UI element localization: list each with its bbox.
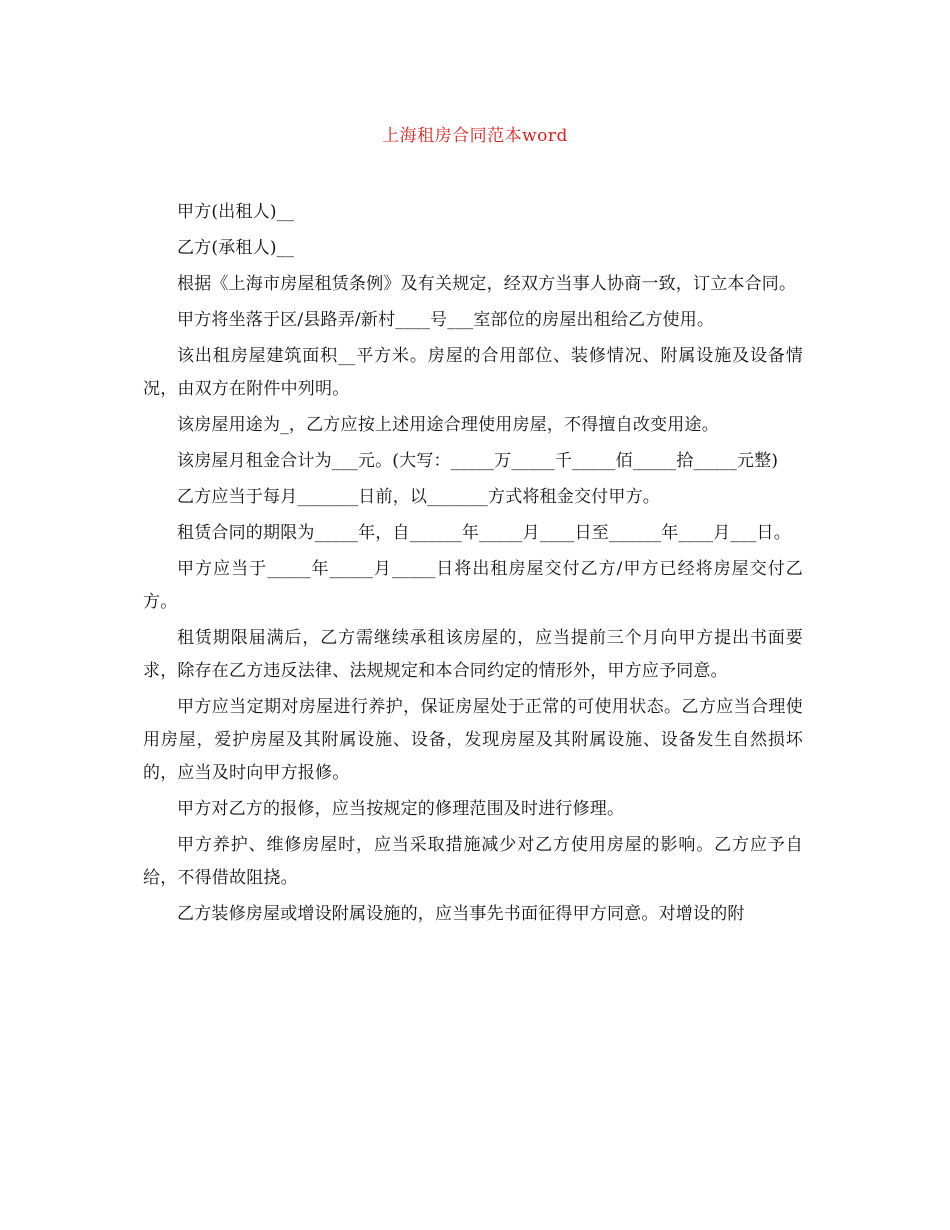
paragraph-handover: 甲方应当于_____年_____月_____日将出租房屋交付乙方/甲方已经将房屋交付乙方。 xyxy=(143,559,803,612)
paragraph-lease-term: 租赁合同的期限为_____年，自______年_____月____日至______年____月___日。 xyxy=(177,523,791,543)
paragraph-repair: 甲方对乙方的报修，应当按规定的修理范围及时进行修理。 xyxy=(177,799,625,819)
paragraph-location: 甲方将坐落于区/县路弄/新村____号___室部位的房屋出租给乙方使用。 xyxy=(177,310,715,330)
paragraph-area: 该出租房屋建筑面积__平方米。房屋的合用部位、装修情况、附属设施及设备情况，由双方在附件中列明。 xyxy=(143,346,803,399)
paragraph-lessor: 甲方(出租人)__ xyxy=(177,202,295,222)
paragraph-repair-impact: 甲方养护、维修房屋时，应当采取措施减少对乙方使用房屋的影响。乙方应予自给，不得借故阻挠。 xyxy=(143,835,803,888)
document-title: 上海租房合同范本word xyxy=(382,126,568,146)
paragraph-renovation: 乙方装修房屋或增设附属设施的，应当事先书面征得甲方同意。对增设的附 xyxy=(177,904,745,924)
paragraph-rent-amount: 该房屋月租金合计为___元。(大写：_____万_____千_____佰_____拾_____元整) xyxy=(177,451,779,471)
paragraph-maintenance: 甲方应当定期对房屋进行养护，保证房屋处于正常的可使用状态。乙方应当合理使用房屋，爱护房屋及其附属设施、设备，发现房屋及其附属设施、设备发生自然损坏的，应当及时向甲方报修。 xyxy=(143,697,803,783)
paragraph-lessee: 乙方(承租人)__ xyxy=(177,238,295,258)
paragraph-renewal: 租赁期限届满后，乙方需继续承租该房屋的，应当提前三个月向甲方提出书面要求，除存在乙方违反法律、法规规定和本合同约定的情形外，甲方应予同意。 xyxy=(143,628,803,681)
paragraph-rent-payment: 乙方应当于每月_______日前，以_______方式将租金交付甲方。 xyxy=(177,487,660,507)
paragraph-basis: 根据《上海市房屋租赁条例》及有关规定，经双方当事人协商一致，订立本合同。 xyxy=(177,274,797,294)
paragraph-usage: 该房屋用途为_，乙方应按上述用途合理使用房屋，不得擅自改变用途。 xyxy=(177,415,719,435)
document-body xyxy=(143,196,803,934)
